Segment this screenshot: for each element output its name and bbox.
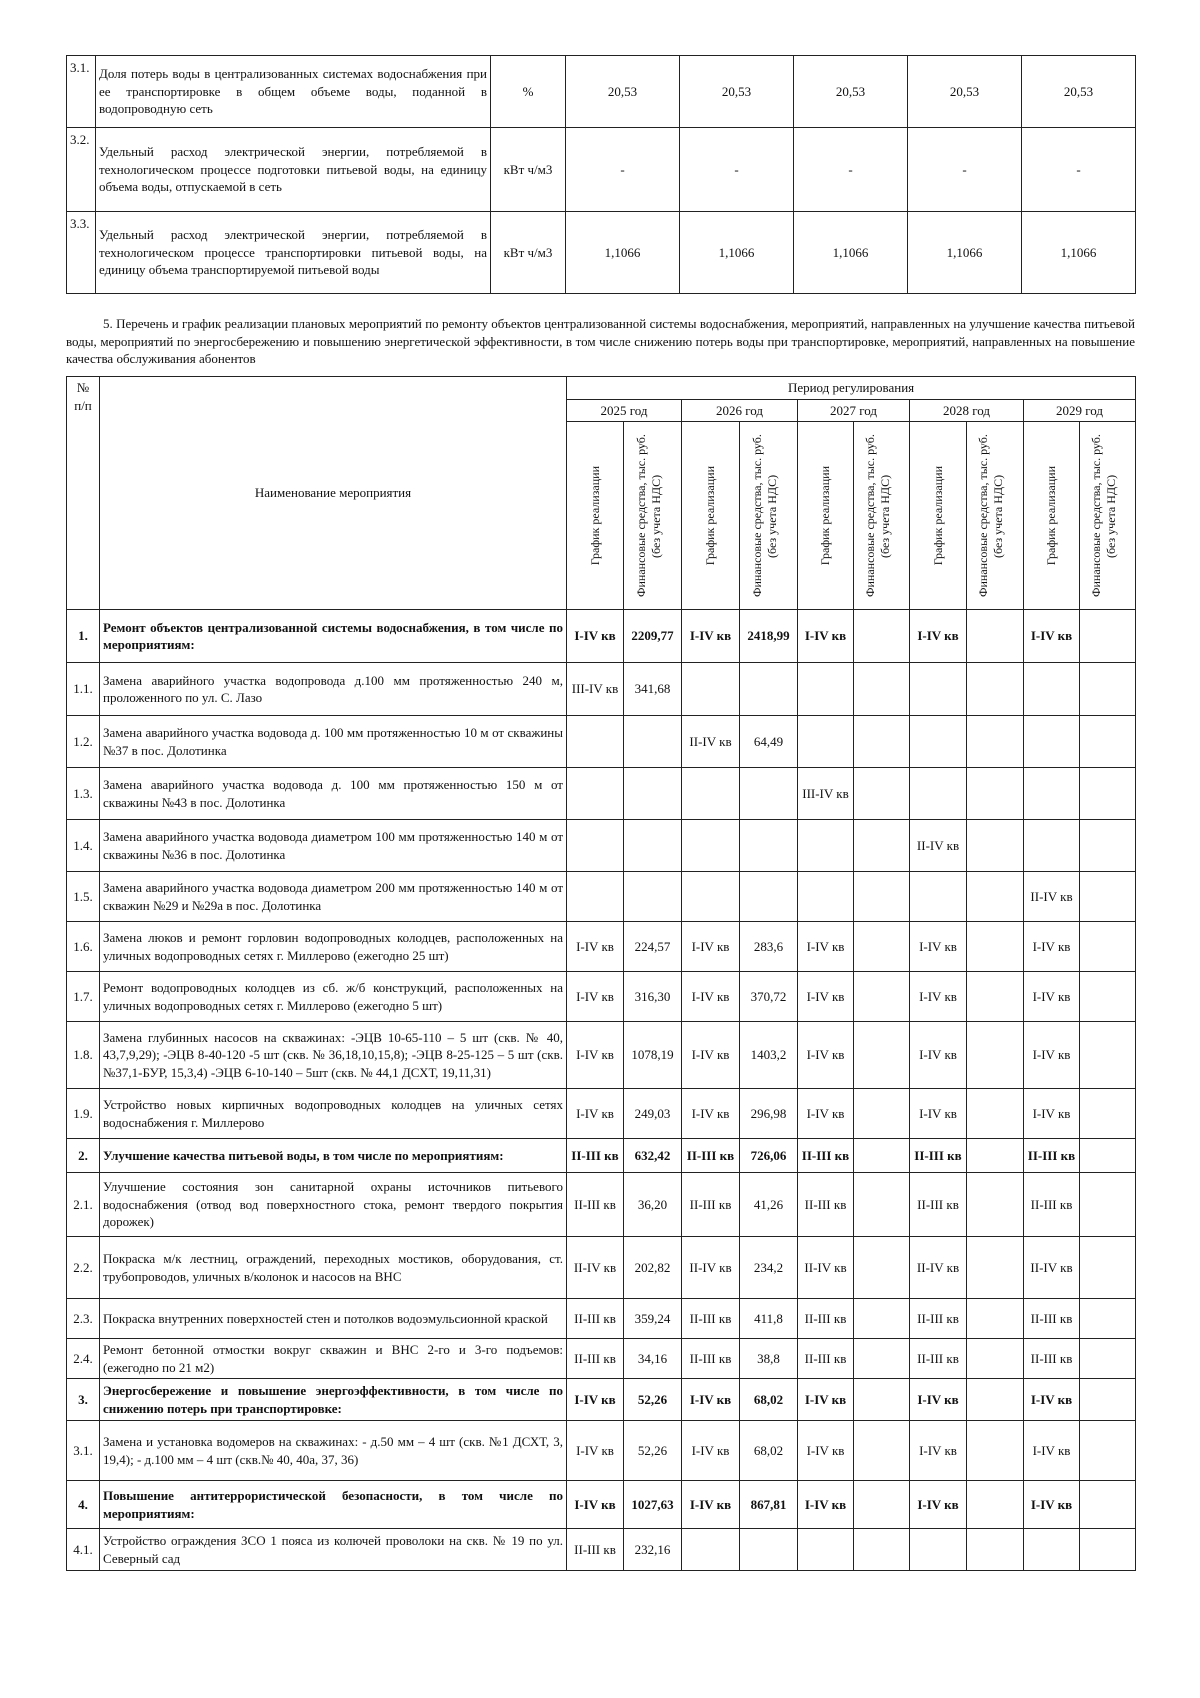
header-funds: Финансовые средства, тыс. руб. (без учета НДС) (633, 434, 663, 598)
funds-cell (967, 1339, 1024, 1379)
schedule-cell: II-III кв (1024, 1339, 1080, 1379)
indicator-row (67, 128, 1136, 212)
funds-cell (624, 716, 682, 768)
header-measure-name: Наименование мероприятия (100, 377, 567, 610)
row-number: 1.7. (67, 972, 100, 1022)
schedule-cell: I-IV кв (567, 922, 624, 972)
row-number: 4.1. (67, 1529, 100, 1571)
funds-cell (854, 1379, 910, 1421)
measure-name: Устройство ограждения ЗСО 1 пояса из колючей проволоки на скв. № 19 по ул. Северный сад (100, 1529, 567, 1571)
measure-name: Замена и установка водомеров на скважинах: - д.50 мм – 4 шт (скв. №1 ДСХТ, 3, 19,4); - д.100 мм – 4 шт (скв.№ 40, 40а, 37, 36) (100, 1421, 567, 1481)
schedule-cell: II-III кв (682, 1299, 740, 1339)
funds-cell (1080, 768, 1136, 820)
funds-cell: 249,03 (624, 1089, 682, 1139)
row-number: 1.2. (67, 716, 100, 768)
indicator-value: - (680, 128, 794, 212)
funds-cell (624, 872, 682, 922)
row-number: 3.1. (67, 1421, 100, 1481)
funds-cell: 411,8 (740, 1299, 798, 1339)
plan-row (67, 820, 1136, 872)
funds-cell (967, 1139, 1024, 1173)
plan-body (67, 610, 1136, 1571)
plan-row (67, 768, 1136, 820)
schedule-cell: II-IV кв (1024, 872, 1080, 922)
schedule-cell: II-III кв (910, 1299, 967, 1339)
header-schedule: График реализации (930, 466, 945, 566)
row-number: 3.1. (67, 56, 96, 128)
header-funds: Финансовые средства, тыс. руб. (без учета НДС) (1088, 434, 1118, 598)
schedule-cell: II-III кв (567, 1299, 624, 1339)
schedule-cell (1024, 768, 1080, 820)
row-number: 1.3. (67, 768, 100, 820)
indicator-unit: кВт ч/м3 (491, 212, 566, 294)
funds-cell (854, 663, 910, 716)
funds-cell (740, 820, 798, 872)
header-schedule: График реализации (703, 466, 717, 566)
indicator-value: 20,53 (680, 56, 794, 128)
funds-cell (1080, 1421, 1136, 1481)
indicator-value: 1,1066 (566, 212, 680, 294)
row-number: 2. (67, 1139, 100, 1173)
schedule-cell: I-IV кв (798, 1379, 854, 1421)
header-year: 2027 год (798, 399, 910, 422)
schedule-cell: II-IV кв (910, 1237, 967, 1299)
row-number: 3.3. (67, 212, 96, 294)
schedule-cell: II-III кв (798, 1339, 854, 1379)
header-funds: Финансовые средства, тыс. руб. (без учета НДС) (862, 434, 892, 598)
funds-cell (854, 1173, 910, 1237)
schedule-cell (798, 872, 854, 922)
funds-cell (740, 1529, 798, 1571)
funds-cell (1080, 1089, 1136, 1139)
plan-row (67, 1022, 1136, 1089)
funds-cell (854, 716, 910, 768)
funds-cell: 726,06 (740, 1139, 798, 1173)
funds-cell (1080, 1237, 1136, 1299)
schedule-cell: I-IV кв (567, 1379, 624, 1421)
schedule-cell: II-III кв (798, 1139, 854, 1173)
indicator-value: 20,53 (908, 56, 1022, 128)
funds-cell (1080, 820, 1136, 872)
funds-cell (854, 972, 910, 1022)
schedule-cell: I-IV кв (910, 1089, 967, 1139)
row-number: 1.8. (67, 1022, 100, 1089)
funds-cell: 2209,77 (624, 610, 682, 663)
funds-cell: 632,42 (624, 1139, 682, 1173)
funds-cell: 52,26 (624, 1421, 682, 1481)
schedule-cell: II-IV кв (798, 1237, 854, 1299)
schedule-cell (910, 1529, 967, 1571)
funds-cell (1080, 1481, 1136, 1529)
measure-name: Энергосбережение и повышение энергоэффективности, в том числе по снижению потерь при транспортировке: (100, 1379, 567, 1421)
funds-cell (854, 610, 910, 663)
funds-cell: 38,8 (740, 1339, 798, 1379)
schedule-cell: I-IV кв (567, 610, 624, 663)
plan-row (67, 1529, 1136, 1571)
header-row (67, 377, 1136, 400)
schedule-cell (910, 768, 967, 820)
schedule-cell: II-III кв (682, 1139, 740, 1173)
funds-cell (1080, 972, 1136, 1022)
schedule-cell: II-III кв (1024, 1173, 1080, 1237)
funds-cell (1080, 1139, 1136, 1173)
funds-cell: 36,20 (624, 1173, 682, 1237)
measure-name: Покраска внутренних поверхностей стен и потолков водоэмульсионной краской (100, 1299, 567, 1339)
schedule-cell: I-IV кв (1024, 972, 1080, 1022)
schedule-cell: II-IV кв (910, 820, 967, 872)
funds-cell (854, 1529, 910, 1571)
schedule-cell: II-III кв (798, 1173, 854, 1237)
measure-name: Ремонт водопроводных колодцев из сб. ж/б конструкций, расположенных на уличных водопроводных сетях г. Миллерово (ежегодно 5 шт) (100, 972, 567, 1022)
schedule-cell (1024, 1529, 1080, 1571)
plan-row (67, 716, 1136, 768)
funds-cell (854, 1022, 910, 1089)
indicator-row (67, 56, 1136, 128)
schedule-cell: I-IV кв (798, 610, 854, 663)
schedule-cell (798, 1529, 854, 1571)
schedule-cell: II-III кв (910, 1339, 967, 1379)
row-number: 1.1. (67, 663, 100, 716)
funds-cell: 867,81 (740, 1481, 798, 1529)
funds-cell (854, 1481, 910, 1529)
indicator-value: 1,1066 (794, 212, 908, 294)
schedule-cell: I-IV кв (567, 1421, 624, 1481)
funds-cell (1080, 1339, 1136, 1379)
indicators-table (66, 55, 1136, 294)
funds-cell: 224,57 (624, 922, 682, 972)
schedule-cell: II-III кв (910, 1139, 967, 1173)
schedule-cell: II-III кв (682, 1173, 740, 1237)
plan-row (67, 1173, 1136, 1237)
funds-cell (854, 820, 910, 872)
funds-cell (740, 872, 798, 922)
funds-cell (967, 1173, 1024, 1237)
schedule-cell (567, 820, 624, 872)
schedule-cell: I-IV кв (682, 610, 740, 663)
funds-cell: 1027,63 (624, 1481, 682, 1529)
funds-cell (967, 820, 1024, 872)
funds-cell (854, 1421, 910, 1481)
schedule-cell: I-IV кв (682, 1379, 740, 1421)
schedule-cell: I-IV кв (1024, 922, 1080, 972)
header-schedule: График реализации (818, 466, 832, 566)
row-number: 4. (67, 1481, 100, 1529)
schedule-cell: II-III кв (567, 1139, 624, 1173)
schedule-cell (910, 872, 967, 922)
schedule-cell: I-IV кв (682, 1481, 740, 1529)
row-number: 1. (67, 610, 100, 663)
schedule-cell: I-IV кв (798, 1022, 854, 1089)
schedule-cell: II-IV кв (682, 1237, 740, 1299)
schedule-cell: I-IV кв (798, 972, 854, 1022)
schedule-cell: II-IV кв (1024, 1237, 1080, 1299)
schedule-cell (682, 872, 740, 922)
indicator-value: 20,53 (566, 56, 680, 128)
funds-cell (1080, 610, 1136, 663)
row-number: 3.2. (67, 128, 96, 212)
funds-cell (967, 1379, 1024, 1421)
schedule-cell (798, 820, 854, 872)
funds-cell (967, 716, 1024, 768)
measure-name: Замена аварийного участка водовода д. 100 мм протяженностью 150 м от скважины №43 в пос. Долотинка (100, 768, 567, 820)
funds-cell (967, 610, 1024, 663)
measure-name: Повышение антитеррористической безопасности, в том числе по мероприятиям: (100, 1481, 567, 1529)
plan-row (67, 1089, 1136, 1139)
schedule-cell: I-IV кв (1024, 610, 1080, 663)
plan-row (67, 1299, 1136, 1339)
plan-row (67, 1379, 1136, 1421)
schedule-cell: I-IV кв (682, 922, 740, 972)
funds-cell: 64,49 (740, 716, 798, 768)
schedule-cell (682, 663, 740, 716)
indicator-value: - (794, 128, 908, 212)
header-period: Период регулирования (567, 377, 1136, 400)
header-schedule: График реализации (1044, 466, 1058, 566)
schedule-cell (1024, 663, 1080, 716)
indicator-name: Удельный расход электрической энергии, потребляемой в технологическом процессе подготовки питьевой воды, на единицу объема воды, отпускаемой в сеть (96, 128, 491, 212)
row-number: 2.3. (67, 1299, 100, 1339)
schedule-cell: I-IV кв (1024, 1481, 1080, 1529)
row-number: 1.9. (67, 1089, 100, 1139)
schedule-cell: I-IV кв (910, 610, 967, 663)
funds-cell (740, 663, 798, 716)
schedule-cell (910, 716, 967, 768)
funds-cell (854, 768, 910, 820)
indicator-value: 1,1066 (680, 212, 794, 294)
measure-name: Ремонт объектов централизованной системы водоснабжения, в том числе по мероприятиям: (100, 610, 567, 663)
funds-cell: 283,6 (740, 922, 798, 972)
header-year: 2029 год (1024, 399, 1136, 422)
section-heading-text: 5. Перечень и график реализации плановых мероприятий по ремонту объектов централизованной системы водоснабжения, мероприятий, направленных на улучшение качества питьевой воды, мероприятий по энергосбережению и повышению энергетической эффективности, в том числе снижению потерь воды при транспортировке, мероприятий, направленных на повышение качества обслуживания абонентов (66, 316, 1135, 367)
funds-cell (1080, 922, 1136, 972)
plan-row (67, 663, 1136, 716)
funds-cell: 316,30 (624, 972, 682, 1022)
section-heading (66, 315, 1135, 368)
schedule-cell (798, 716, 854, 768)
funds-cell (854, 872, 910, 922)
indicator-row (67, 212, 1136, 294)
schedule-cell: I-IV кв (910, 1022, 967, 1089)
indicator-value: 1,1066 (1022, 212, 1136, 294)
schedule-cell: I-IV кв (682, 1421, 740, 1481)
schedule-cell: I-IV кв (682, 972, 740, 1022)
measure-name: Замена люков и ремонт горловин водопроводных колодцев, расположенных на уличных водопроводных сетях г. Миллерово (ежегодно 25 шт) (100, 922, 567, 972)
funds-cell (967, 1237, 1024, 1299)
schedule-cell: I-IV кв (567, 1022, 624, 1089)
row-number: 2.1. (67, 1173, 100, 1237)
row-number: 1.4. (67, 820, 100, 872)
schedule-cell: I-IV кв (567, 1481, 624, 1529)
header-funds: Финансовые средства, тыс. руб. (без учета НДС) (749, 434, 779, 598)
plan-row (67, 972, 1136, 1022)
funds-cell (854, 922, 910, 972)
schedule-cell: III-IV кв (798, 768, 854, 820)
schedule-cell: II-III кв (567, 1339, 624, 1379)
row-number: 3. (67, 1379, 100, 1421)
funds-cell (854, 1299, 910, 1339)
funds-cell: 52,26 (624, 1379, 682, 1421)
indicator-value: - (566, 128, 680, 212)
funds-cell (854, 1139, 910, 1173)
indicator-name: Доля потерь воды в централизованных системах водоснабжения при ее транспортировке в общем объеме воды, поданной в водопроводную сеть (96, 56, 491, 128)
funds-cell (967, 1481, 1024, 1529)
funds-cell (967, 1089, 1024, 1139)
funds-cell (967, 922, 1024, 972)
funds-cell (1080, 1379, 1136, 1421)
schedule-cell: II-IV кв (682, 716, 740, 768)
header-funds: Финансовые средства, тыс. руб. (без учета НДС) (976, 434, 1005, 598)
schedule-cell: II-IV кв (567, 1237, 624, 1299)
indicator-name: Удельный расход электрической энергии, потребляемой в технологическом процессе транспортировки питьевой воды, на единицу объема транспортируемой питьевой воды (96, 212, 491, 294)
funds-cell (854, 1237, 910, 1299)
funds-cell (1080, 716, 1136, 768)
schedule-cell: I-IV кв (1024, 1379, 1080, 1421)
header-year: 2025 год (567, 399, 682, 422)
schedule-cell (567, 768, 624, 820)
schedule-cell: II-III кв (1024, 1139, 1080, 1173)
schedule-cell (567, 872, 624, 922)
funds-cell (967, 872, 1024, 922)
schedule-cell: I-IV кв (798, 1481, 854, 1529)
indicator-value: 20,53 (794, 56, 908, 128)
measure-name: Ремонт бетонной отмостки вокруг скважин и ВНС 2-го и 3-го подъемов: (ежегодно по 21 м2) (100, 1339, 567, 1379)
schedule-cell: I-IV кв (910, 1421, 967, 1481)
schedule-cell (1024, 820, 1080, 872)
schedule-cell (682, 768, 740, 820)
funds-cell (740, 768, 798, 820)
funds-cell (854, 1089, 910, 1139)
funds-cell (967, 663, 1024, 716)
header-number: № п/п (67, 377, 100, 610)
plan-row (67, 1481, 1136, 1529)
funds-cell: 370,72 (740, 972, 798, 1022)
funds-cell: 34,16 (624, 1339, 682, 1379)
funds-cell: 359,24 (624, 1299, 682, 1339)
funds-cell: 68,02 (740, 1421, 798, 1481)
funds-cell (967, 1022, 1024, 1089)
schedule-cell: II-III кв (910, 1173, 967, 1237)
plan-row (67, 872, 1136, 922)
schedule-cell: II-III кв (567, 1529, 624, 1571)
schedule-cell: I-IV кв (1024, 1089, 1080, 1139)
schedule-cell: I-IV кв (910, 922, 967, 972)
header-schedule: График реализации (587, 466, 602, 566)
funds-cell (967, 1421, 1024, 1481)
schedule-cell (910, 663, 967, 716)
plan-row (67, 1339, 1136, 1379)
measure-name: Замена аварийного участка водовода диаметром 200 мм протяженностью 140 м от скважин №29 и №29а в пос. Долотинка (100, 872, 567, 922)
measure-name: Замена глубинных насосов на скважинах: -ЭЦВ 10-65-110 – 5 шт (скв. № 40, 43,7,9,29); -ЭЦВ 8-40-120 -5 шт (скв. № 36,18,10,15,8); -ЭЦВ 8-25-125 – 5 шт (скв. №37,1-БУР, 15,3,4) -ЭЦВ 6-10-140 – 5шт (скв. № 44,1 ДСХТ, 19,11,31) (100, 1022, 567, 1089)
schedule-cell: III-IV кв (567, 663, 624, 716)
row-number: 2.4. (67, 1339, 100, 1379)
funds-cell (854, 1339, 910, 1379)
funds-cell (1080, 1299, 1136, 1339)
funds-cell: 202,82 (624, 1237, 682, 1299)
indicator-value: 1,1066 (908, 212, 1022, 294)
funds-cell: 296,98 (740, 1089, 798, 1139)
schedule-cell (682, 1529, 740, 1571)
schedule-cell (1024, 716, 1080, 768)
schedule-cell: I-IV кв (798, 922, 854, 972)
measure-name: Улучшение качества питьевой воды, в том числе по мероприятиям: (100, 1139, 567, 1173)
schedule-cell: II-III кв (567, 1173, 624, 1237)
funds-cell (1080, 663, 1136, 716)
header-year: 2028 год (910, 399, 1024, 422)
indicator-unit: кВт ч/м3 (491, 128, 566, 212)
indicator-unit: % (491, 56, 566, 128)
measure-name: Замена аварийного участка водопровода д.100 мм протяженностью 240 м, проложенного по ул. С. Лазо (100, 663, 567, 716)
plan-row (67, 1139, 1136, 1173)
schedule-cell: I-IV кв (1024, 1022, 1080, 1089)
schedule-cell (567, 716, 624, 768)
measure-name: Замена аварийного участка водовода д. 100 мм протяженностью 10 м от скважины №37 в пос. Долотинка (100, 716, 567, 768)
schedule-cell: I-IV кв (567, 972, 624, 1022)
measure-name: Улучшение состояния зон санитарной охраны источников питьевого водоснабжения (отвод вод поверхностного стока, ремонт твердого покрытия дорожек) (100, 1173, 567, 1237)
schedule-cell: I-IV кв (910, 1481, 967, 1529)
schedule-cell: I-IV кв (910, 972, 967, 1022)
plan-row (67, 1421, 1136, 1481)
funds-cell: 232,16 (624, 1529, 682, 1571)
funds-cell (624, 768, 682, 820)
funds-cell (1080, 1022, 1136, 1089)
schedule-cell: II-III кв (1024, 1299, 1080, 1339)
funds-cell: 234,2 (740, 1237, 798, 1299)
funds-cell (624, 820, 682, 872)
plan-row (67, 922, 1136, 972)
schedule-cell: I-IV кв (798, 1089, 854, 1139)
schedule-cell: I-IV кв (682, 1089, 740, 1139)
schedule-cell: I-IV кв (1024, 1421, 1080, 1481)
indicator-value: - (908, 128, 1022, 212)
funds-cell: 1078,19 (624, 1022, 682, 1089)
funds-cell (1080, 872, 1136, 922)
funds-cell: 2418,99 (740, 610, 798, 663)
plan-row (67, 610, 1136, 663)
measure-name: Замена аварийного участка водовода диаметром 100 мм протяженностью 140 м от скважины №36 в пос. Долотинка (100, 820, 567, 872)
schedule-cell (798, 663, 854, 716)
schedule-cell: II-III кв (798, 1299, 854, 1339)
schedule-cell (682, 820, 740, 872)
funds-cell (1080, 1529, 1136, 1571)
funds-cell (967, 1529, 1024, 1571)
measure-name: Покраска м/к лестниц, ограждений, переходных мостиков, оборудования, ст. трубопроводов, уличных в/колонок и насосов на ВНС (100, 1237, 567, 1299)
measures-plan-table (66, 376, 1136, 1571)
schedule-cell: I-IV кв (910, 1379, 967, 1421)
row-number: 1.6. (67, 922, 100, 972)
measure-name: Устройство новых кирпичных водопроводных колодцев на уличных сетях водоснабжения г. Миллерово (100, 1089, 567, 1139)
plan-row (67, 1237, 1136, 1299)
indicator-value: - (1022, 128, 1136, 212)
funds-cell: 68,02 (740, 1379, 798, 1421)
funds-cell: 41,26 (740, 1173, 798, 1237)
schedule-cell: I-IV кв (798, 1421, 854, 1481)
funds-cell (967, 1299, 1024, 1339)
schedule-cell: I-IV кв (567, 1089, 624, 1139)
funds-cell: 341,68 (624, 663, 682, 716)
funds-cell (1080, 1173, 1136, 1237)
row-number: 1.5. (67, 872, 100, 922)
row-number: 2.2. (67, 1237, 100, 1299)
header-year: 2026 год (682, 399, 798, 422)
indicator-value: 20,53 (1022, 56, 1136, 128)
funds-cell (967, 972, 1024, 1022)
funds-cell: 1403,2 (740, 1022, 798, 1089)
schedule-cell: II-III кв (682, 1339, 740, 1379)
funds-cell (967, 768, 1024, 820)
schedule-cell: I-IV кв (682, 1022, 740, 1089)
